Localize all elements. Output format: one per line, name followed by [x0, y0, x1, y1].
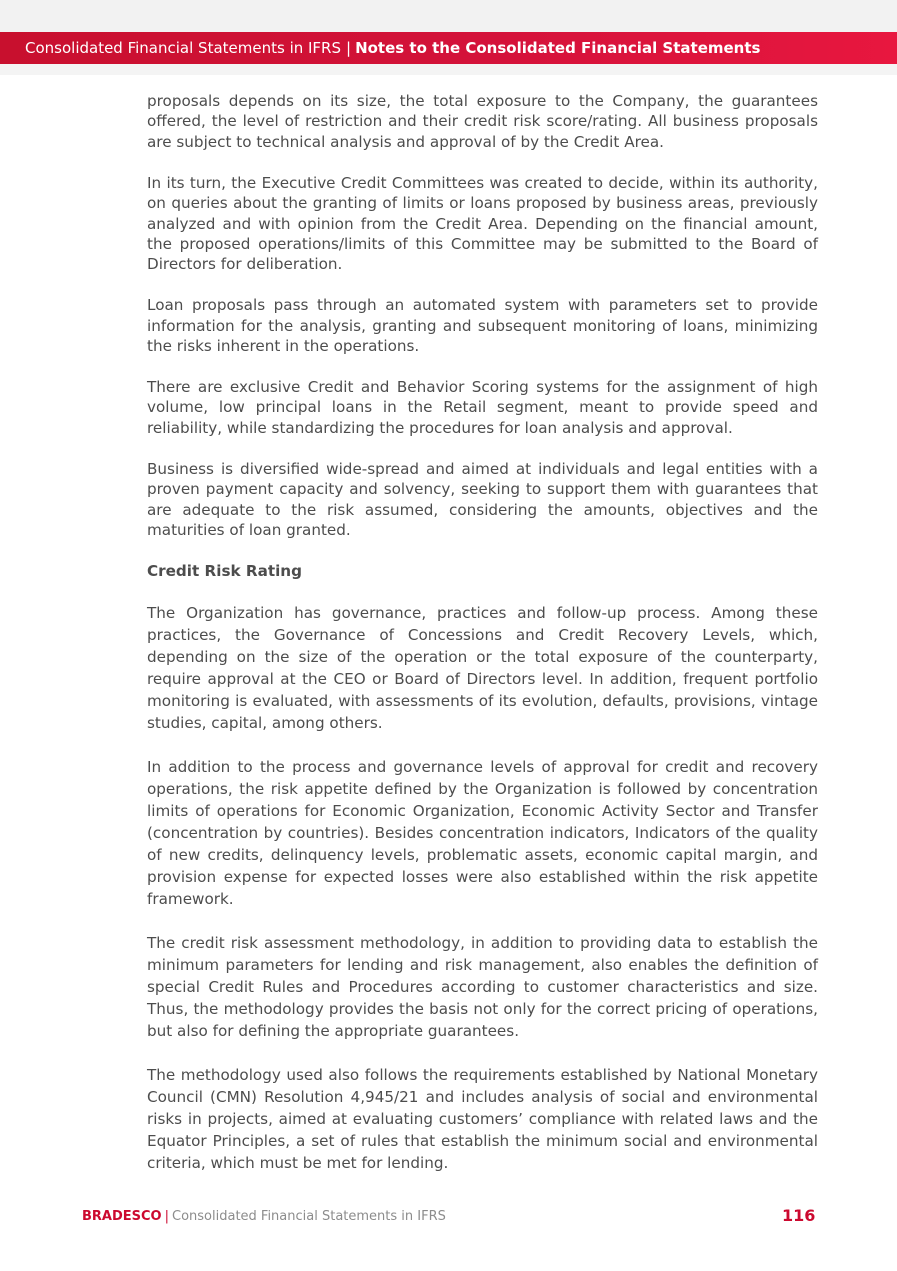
section-paragraph-3: The credit risk assessment methodology, in addition to providing data to establish the minimum parameters for lending and risk management, also enables the definition of special Credit Rules and Procedures according to customer characteristics and size. Thus, the methodology provides the basis not only for the correct pricing of operations, but also for defining the appropriate guarantees.: [147, 933, 818, 1040]
body-paragraph-2: In its turn, the Executive Credit Committees was created to decide, within its authority, on queries about the granting of limits or loans proposed by business areas, previously analyzed and with opinion from the Credit Area. Depending on the financial amount, the proposed operations/limits of this Committee may be submitted to the Board of Directors for deliberation.: [147, 173, 818, 274]
page-body: [147, 91, 818, 1196]
header-shadow-strip: [0, 64, 897, 75]
header-section-title: Notes to the Consolidated Financial Statements: [355, 39, 761, 57]
section-paragraph-2: In addition to the process and governance levels of approval for credit and recovery operations, the risk appetite defined by the Organization is followed by concentration limits of operations for Economic Organization, Economic Activity Sector and Transfer (concentration by countries). Besides concentration indicators, Indicators of the quality of new credits, delinquency levels, problematic assets, economic capital margin, and provision expense for expected losses were also established within the risk appetite framework.: [147, 757, 818, 908]
footer: [82, 1207, 446, 1227]
top-margin: [0, 0, 897, 32]
section-heading: Credit Risk Rating: [147, 561, 302, 580]
page-number: 116: [782, 1206, 816, 1225]
footer-title: Consolidated Financial Statements in IFRS: [172, 1209, 446, 1224]
body-paragraph-5: Business is diversified wide-spread and aimed at individuals and legal entities with a proven payment capacity and solvency, seeking to support them with guarantees that are adequate to the risk assumed, considering the amounts, objectives and the maturities of loan granted.: [147, 459, 818, 539]
body-paragraph-1: proposals depends on its size, the total exposure to the Company, the guarantees offered, the level of restriction and their credit risk score/rating. All business proposals are subject to technical analysis and approval of by the Credit Area.: [147, 92, 818, 151]
section-paragraph-4: The methodology used also follows the requirements established by National Monetary Council (CMN) Resolution 4,945/21 and includes analysis of social and environmental risks in projects, aimed at evaluating customers’ compliance with related laws and the Equator Principles, a set of rules that establish the minimum social and environmental criteria, which must be met for lending.: [147, 1065, 818, 1172]
body-paragraph-3: Loan proposals pass through an automated system with parameters set to provide information for the analysis, granting and subsequent monitoring of loans, minimizing the risks inherent in the operations.: [147, 296, 818, 356]
header-bar: [0, 32, 897, 64]
header-separator: |: [346, 39, 352, 57]
footer-brand: BRADESCO: [82, 1209, 162, 1224]
body-paragraph-4: There are exclusive Credit and Behavior Scoring systems for the assignment of high volume, low principal loans in the Retail segment, meant to provide speed and reliability, while standardizing the procedures for loan analysis and approval.: [147, 377, 818, 437]
footer-separator: |: [164, 1209, 169, 1224]
header-document-title: Consolidated Financial Statements in IFRS: [25, 39, 342, 57]
section-paragraph-1: The Organization has governance, practices and follow-up process. Among these practices, the Governance of Concessions and Credit Recovery Levels, which, depending on the size of the operation or the total exposure of the counterparty, require approval at the CEO or Board of Directors level. In addition, frequent portfolio monitoring is evaluated, with assessments of its evolution, defaults, provisions, vintage studies, capital, among others.: [147, 603, 818, 732]
